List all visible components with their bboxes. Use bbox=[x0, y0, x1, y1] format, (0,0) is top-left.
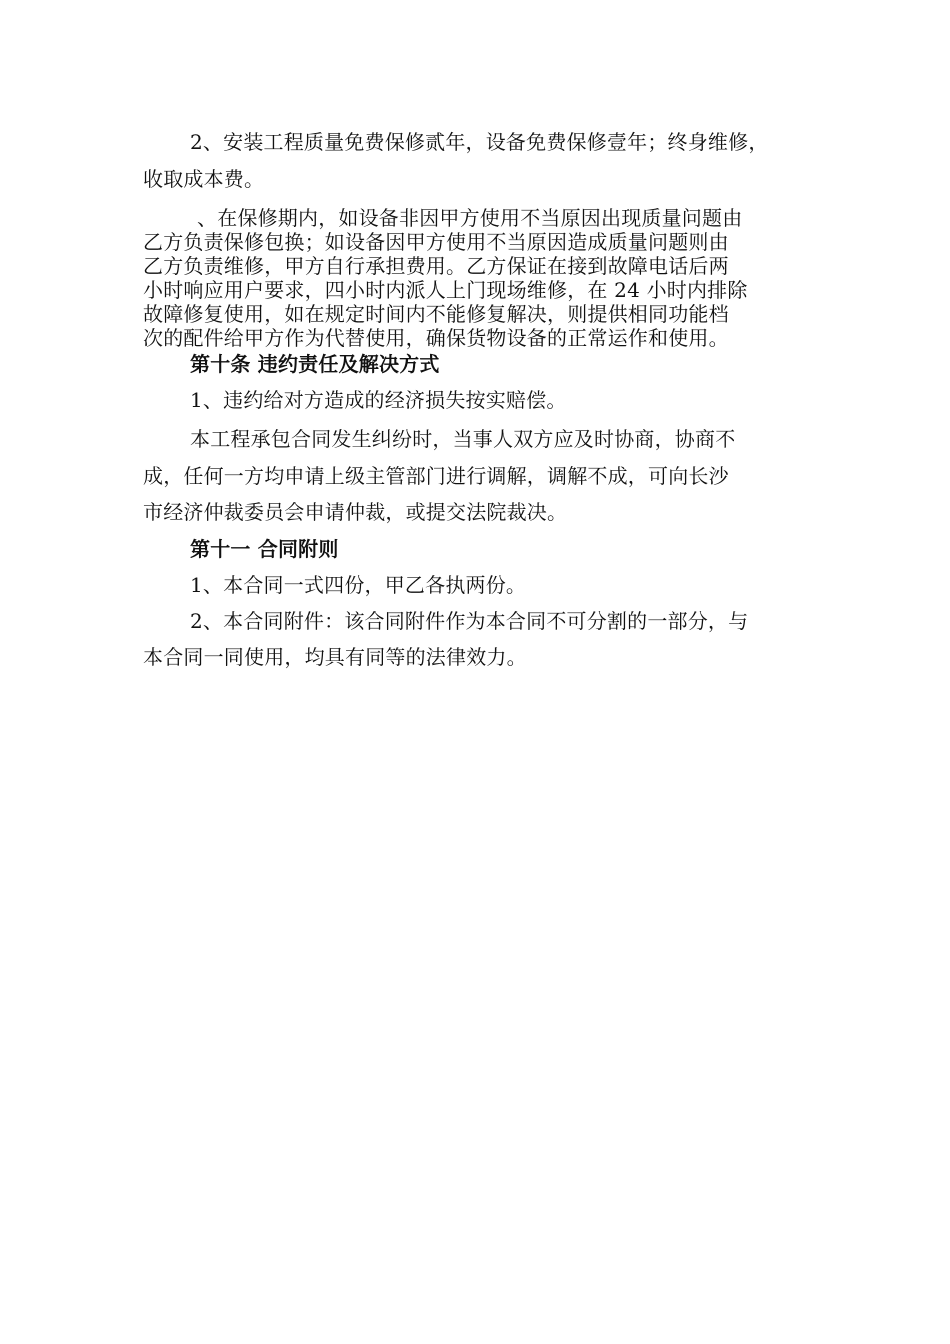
paragraph-line: 2、本合同附件：该合同附件作为本合同不可分割的一部分，与 bbox=[190, 609, 749, 633]
paragraph-line: 本合同一同使用，均具有同等的法律效力。 bbox=[143, 645, 527, 669]
section-heading: 第十条 违约责任及解决方式 bbox=[190, 352, 440, 376]
paragraph-line: 2、安装工程质量免费保修贰年，设备免费保修壹年；终身维修， bbox=[190, 130, 769, 154]
paragraph-line: 次的配件给甲方作为代替使用，确保货物设备的正常运作和使用。 bbox=[143, 326, 729, 350]
paragraph-line: 1、违约给对方造成的经济损失按实赔偿。 bbox=[190, 388, 567, 412]
paragraph-line: 1、本合同一式四份，甲乙各执两份。 bbox=[190, 573, 527, 597]
paragraph-line: 、在保修期内，如设备非因甲方使用不当原因出现质量问题由 bbox=[197, 206, 743, 230]
paragraph-line: 乙方负责维修，甲方自行承担费用。乙方保证在接到故障电话后两 bbox=[143, 254, 729, 278]
paragraph-line: 本工程承包合同发生纠纷时，当事人双方应及时协商，协商不 bbox=[190, 427, 736, 451]
paragraph-line: 小时响应用户要求，四小时内派人上门现场维修，在 24 小时内排除 bbox=[143, 278, 748, 302]
paragraph-line: 成，任何一方均申请上级主管部门进行调解，调解不成，可向长沙 bbox=[143, 464, 729, 488]
paragraph-line: 乙方负责保修包换；如设备因甲方使用不当原因造成质量问题则由 bbox=[143, 230, 729, 254]
paragraph-line: 故障修复使用，如在规定时间内不能修复解决，则提供相同功能档 bbox=[143, 302, 729, 326]
section-heading: 第十一 合同附则 bbox=[190, 537, 339, 561]
paragraph-line: 收取成本费。 bbox=[143, 167, 265, 191]
paragraph-line: 市经济仲裁委员会申请仲裁，或提交法院裁决。 bbox=[143, 500, 568, 524]
